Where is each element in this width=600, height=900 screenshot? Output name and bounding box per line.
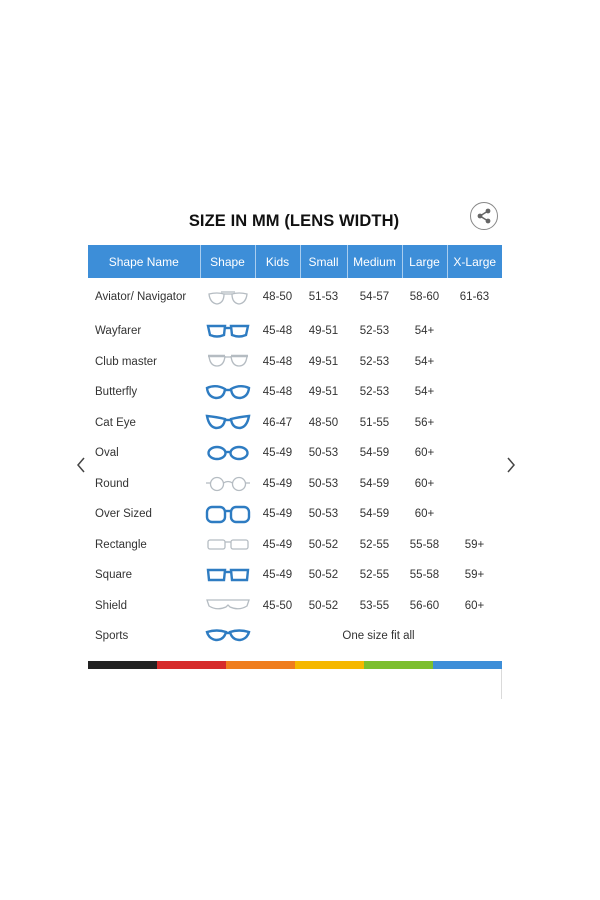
size-cell-small: 49-51 <box>308 355 339 368</box>
shape-cell <box>200 469 255 500</box>
share-icon <box>476 208 492 224</box>
wayfarer-glasses-icon <box>205 322 251 341</box>
size-cell-small: 50-52 <box>308 569 339 582</box>
size-cell-kids: 45-50 <box>262 599 293 612</box>
size-cell-small: 50-53 <box>308 508 339 521</box>
size-note-cell: One size fit all <box>342 630 415 643</box>
size-cell-small: 49-51 <box>308 386 339 399</box>
round-glasses-icon <box>205 474 251 493</box>
table-row <box>88 347 502 378</box>
size-cell-large: 55-58 <box>409 538 440 551</box>
size-table <box>88 245 502 652</box>
size-cell-large: 54+ <box>414 325 435 338</box>
clubmaster-glasses-icon <box>205 352 251 371</box>
size-cell-medium: 52-55 <box>359 538 390 551</box>
column-header-large: Large <box>402 245 447 278</box>
size-cell-kids: 45-48 <box>262 325 293 338</box>
size-cell-xlarge <box>447 499 502 530</box>
shape-name-cell: Round <box>95 477 129 490</box>
shape-cell <box>200 408 255 439</box>
column-header-x-large: X-Large <box>453 254 497 269</box>
size-cell-xlarge <box>447 347 502 378</box>
color-strip-segment <box>88 661 157 669</box>
shape-name-cell: Club master <box>95 355 157 368</box>
aviator-glasses-icon <box>205 288 251 307</box>
shape-name-cell: Shield <box>95 599 127 612</box>
size-cell-medium: 52-55 <box>359 569 390 582</box>
rectangle-glasses-icon <box>205 535 251 554</box>
size-cell-small: 50-52 <box>308 538 339 551</box>
shape-name-cell: Over Sized <box>95 508 152 521</box>
size-cell-kids: 45-48 <box>262 355 293 368</box>
size-cell-xlarge <box>447 469 502 500</box>
size-cell-large: 55-58 <box>409 569 440 582</box>
shape-cell <box>200 438 255 469</box>
column-header-shape-name: Shape Name <box>88 245 200 278</box>
shape-name-cell: Square <box>95 569 133 582</box>
color-strip-segment <box>433 661 502 669</box>
size-cell-xlarge: 60+ <box>464 599 485 612</box>
size-cell-kids: 45-49 <box>262 477 293 490</box>
shape-cell <box>200 347 255 378</box>
size-cell-xlarge: 59+ <box>464 569 485 582</box>
size-cell-large: 58-60 <box>409 291 440 303</box>
size-cell-xlarge: 61-63 <box>459 291 490 303</box>
table-row <box>88 377 502 408</box>
size-cell-large: 56-60 <box>409 599 440 612</box>
table-row <box>88 438 502 469</box>
size-cell-kids: 48-50 <box>262 291 293 303</box>
shape-cell <box>200 316 255 347</box>
table-row <box>88 316 502 347</box>
color-strip-segment <box>295 661 364 669</box>
table-row <box>88 408 502 439</box>
chart-title: SIZE IN MM (LENS WIDTH) <box>188 212 400 230</box>
size-cell-xlarge <box>447 408 502 439</box>
shape-cell <box>200 377 255 408</box>
shape-cell <box>200 560 255 591</box>
size-cell-large: 56+ <box>414 416 435 429</box>
shape-name-cell: Sports <box>95 630 129 643</box>
size-cell-medium: 54-59 <box>359 508 390 521</box>
size-cell-xlarge <box>447 377 502 408</box>
table-row <box>88 560 502 591</box>
size-cell-small: 50-52 <box>308 599 339 612</box>
cat-eye-glasses-icon <box>205 413 251 432</box>
square-glasses-icon <box>205 566 251 585</box>
size-cell-medium: 52-53 <box>359 386 390 399</box>
sports-glasses-icon <box>205 627 251 646</box>
size-cell-small: 50-53 <box>308 447 339 460</box>
size-cell-kids: 46-47 <box>262 416 293 429</box>
color-strip-segment <box>157 661 226 669</box>
table-row <box>88 621 502 652</box>
color-strip <box>88 661 502 669</box>
previous-image-button[interactable] <box>74 455 88 475</box>
column-header-kids: Kids <box>255 245 300 278</box>
column-header-shape: Shape <box>200 245 255 278</box>
color-strip-segment <box>226 661 295 669</box>
share-button[interactable] <box>470 202 498 230</box>
shape-cell <box>200 591 255 622</box>
chevron-left-icon <box>74 455 88 475</box>
size-cell-xlarge <box>447 316 502 347</box>
shape-name-cell: Aviator/ Navigator <box>95 291 187 303</box>
size-cell-large: 54+ <box>414 355 435 368</box>
table-body <box>88 278 502 652</box>
size-cell-small: 48-50 <box>308 416 339 429</box>
size-cell-medium: 54-59 <box>359 477 390 490</box>
table-row <box>88 499 502 530</box>
size-cell-large: 60+ <box>414 447 435 460</box>
shape-cell <box>200 621 255 652</box>
shape-cell <box>200 530 255 561</box>
size-cell-medium: 54-59 <box>359 447 390 460</box>
size-cell-medium: 53-55 <box>359 599 390 612</box>
size-cell-kids: 45-49 <box>262 538 293 551</box>
butterfly-glasses-icon <box>205 383 251 402</box>
table-row <box>88 530 502 561</box>
table-row <box>88 591 502 622</box>
oversized-glasses-icon <box>205 505 251 524</box>
oval-glasses-icon <box>205 444 251 463</box>
size-cell-small: 49-51 <box>308 325 339 338</box>
shape-name-cell: Wayfarer <box>95 325 142 338</box>
shape-name-cell: Rectangle <box>95 538 147 551</box>
column-header-medium: Medium <box>347 245 402 278</box>
chevron-right-icon <box>504 455 518 475</box>
size-cell-kids: 45-49 <box>262 508 293 521</box>
column-header-small: Small <box>300 245 347 278</box>
size-cell-medium: 54-57 <box>359 291 390 303</box>
color-strip-segment <box>364 661 433 669</box>
size-cell-small: 50-53 <box>308 477 339 490</box>
shield-glasses-icon <box>205 596 251 615</box>
shape-name-cell: Butterfly <box>95 386 138 399</box>
shape-name-cell: Cat Eye <box>95 416 136 429</box>
shape-name-cell: Oval <box>95 447 119 460</box>
size-cell-large: 60+ <box>414 477 435 490</box>
size-cell-kids: 45-49 <box>262 569 293 582</box>
table-row <box>88 469 502 500</box>
size-cell-large: 54+ <box>414 386 435 399</box>
table-header-row <box>88 245 502 278</box>
size-cell-medium: 51-55 <box>359 416 390 429</box>
size-cell-xlarge: 59+ <box>464 538 485 551</box>
size-cell-medium: 52-53 <box>359 355 390 368</box>
size-cell-medium: 52-53 <box>359 325 390 338</box>
shape-cell <box>200 278 255 316</box>
size-cell-kids: 45-48 <box>262 386 293 399</box>
shape-cell <box>200 499 255 530</box>
size-cell-small: 51-53 <box>308 291 339 303</box>
size-cell-large: 60+ <box>414 508 435 521</box>
divider <box>501 669 502 699</box>
size-cell-xlarge <box>447 438 502 469</box>
next-image-button[interactable] <box>504 455 518 475</box>
size-cell-kids: 45-49 <box>262 447 293 460</box>
table-row <box>88 278 502 316</box>
